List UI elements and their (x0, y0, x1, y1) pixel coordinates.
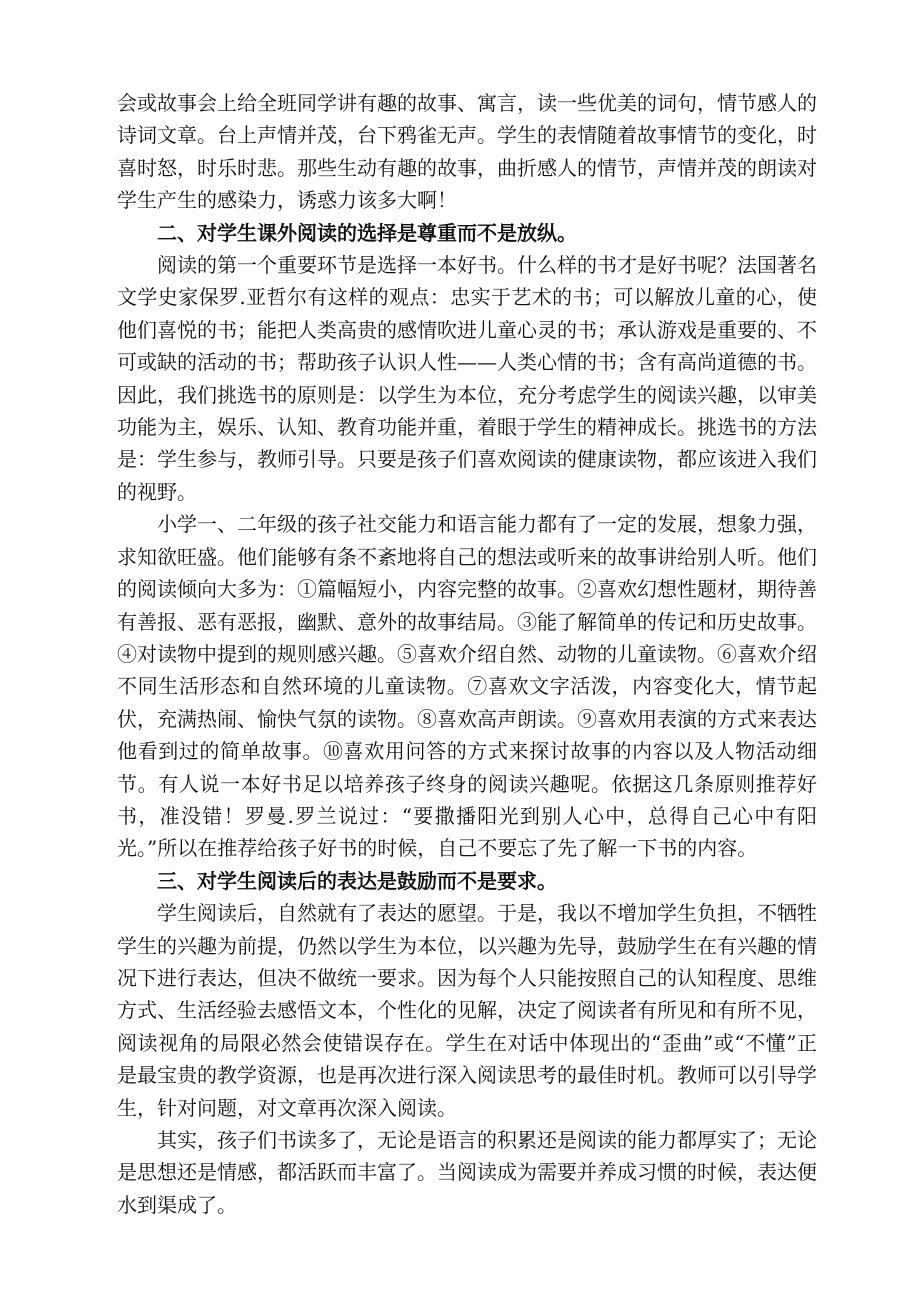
document-body (117, 87, 817, 1221)
section-heading-two: 二、对学生课外阅读的选择是尊重而不是放纵。 (157, 220, 577, 245)
paragraph-continuation: 会或故事会上给全班同学讲有趣的故事、寓言，读一些优美的词句，情节感人的诗词文章。台上声情并茂，台下鸦雀无声。学生的表情随着故事情节的变化，时喜时怒，时乐时悲。那些生动有趣的故事，曲折感人的情节，声情并茂的朗读对学生产生的感染力，诱惑力该多大啊！ (117, 91, 817, 213)
paragraph-expression: 学生阅读后，自然就有了表达的愿望。于是，我以不增加学生负担，不牺牲学生的兴趣为前提，仍然以学生为本位，以兴趣为先导，鼓励学生在有兴趣的情况下进行表达，但决不做统一要求。因为每个人只能按照自己的认知程度、思维方式、生活经验去感悟文本，个性化的见解，决定了阅读者有所见和有所不见，阅读视角的局限必然会使错误存在。学生在对话中体现出的“歪曲”或“不懂”正是最宝贵的教学资源，也是再次进行深入阅读思考的最佳时机。教师可以引导学生，针对问题，对文章再次深入阅读。 (117, 901, 817, 1120)
paragraph-book-selection: 阅读的第一个重要环节是选择一本好书。什么样的书才是好书呢？法国著名文学史家保罗.亚哲尔有这样的观点：忠实于艺术的书；可以解放儿童的心，使他们喜悦的书；能把人类高贵的感情吹进儿童心灵的书；承认游戏是重要的、不可或缺的活动的书；帮助孩子认识人性——人类心情的书；含有高尚道德的书。因此，我们挑选书的原则是：以学生为本位，充分考虑学生的阅读兴趣，以审美功能为主，娱乐、认知、教育功能并重，着眼于学生的精神成长。挑选书的方法是：学生参与，教师引导。只要是孩子们喜欢阅读的健康读物，都应该进入我们的视野。 (117, 253, 817, 504)
paragraph-conclusion: 其实，孩子们书读多了，无论是语言的积累还是阅读的能力都厚实了；无论是思想还是情感，都活跃而丰富了。当阅读成为需要并养成习惯的时候，表达便水到渠成了。 (117, 1128, 817, 1217)
section-heading-three: 三、对学生阅读后的表达是鼓励而不是要求。 (157, 868, 557, 893)
paragraph-reading-tendencies: 小学一、二年级的孩子社交能力和语言能力都有了一定的发展，想象力强，求知欲旺盛。他们能够有条不紊地将自己的想法或听来的故事讲给别人听。他们的阅读倾向大多为：①篇幅短小，内容完整的故事。②喜欢幻想性题材，期待善有善报、恶有恶报，幽默、意外的故事结局。③能了解简单的传记和历史故事。④对读物中提到的规则感兴趣。⑤喜欢介绍自然、动物的儿童读物。⑥喜欢介绍不同生活形态和自然环境的儿童读物。⑦喜欢文字活泼，内容变化大，情节起伏，充满热闹、愉快气氛的读物。⑧喜欢高声朗读。⑨喜欢用表演的方式来表达他看到过的简单故事。⑩喜欢用问答的方式来探讨故事的内容以及人物活动细节。有人说一本好书足以培养孩子终身的阅读兴趣呢。依据这几条原则推荐好书，准没错！罗曼.罗兰说过：“要撒播阳光到别人心中，总得自己心中有阳光。”所以在推荐给孩子好书的时候，自己不要忘了先了解一下书的内容。 (117, 512, 817, 861)
